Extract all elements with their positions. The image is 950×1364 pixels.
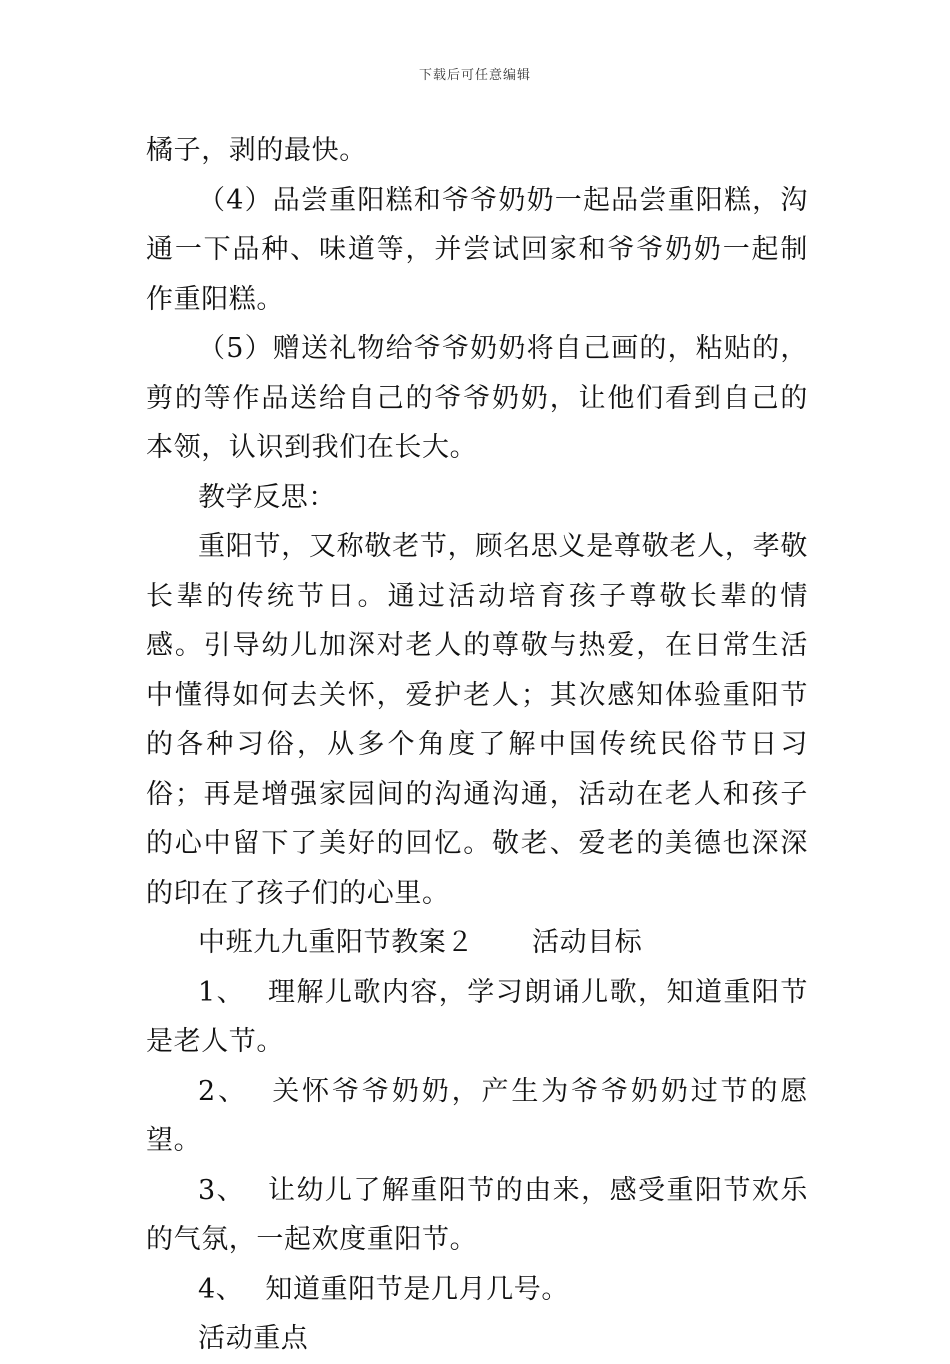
section-heading-reflection: 教学反思： (198, 481, 336, 513)
goal-text: 关怀爷爷奶奶，产生为爷爷奶奶过节的愿望。 (146, 1075, 808, 1156)
goal-number: 4、 (198, 1273, 244, 1305)
goal-item-4 (146, 1265, 808, 1315)
goal-item-2 (146, 1067, 808, 1166)
paragraph-step-5: （5）赠送礼物给爷爷奶奶将自己画的，粘贴的，剪的等作品送给自己的爷爷奶奶，让他们看到自己的本领，认识到我们在长大。 (146, 333, 808, 463)
goal-number: 1、 (198, 976, 246, 1008)
goal-item-3 (146, 1166, 808, 1265)
paragraph-step-4: （4）品尝重阳糕和爷爷奶奶一起品尝重阳糕，沟通一下品种、味道等，并尝试回家和爷爷奶奶一起制作重阳糕。 (146, 184, 808, 315)
paragraph-reflection: 重阳节，又称敬老节，顾名思义是尊敬老人，孝敬长辈的传统节日。通过活动培育孩子尊敬长辈的情感。引导幼儿加深对老人的尊敬与热爱，在日常生活中懂得如何去关怀，爱护老人；其次感知体验重阳节的各种习俗，从多个角度了解中国传统民俗节日习俗；再是增强家园间的沟通沟通，活动在老人和孩子的心中留下了美好的回忆。敬老、爱老的美德也深深的印在了孩子们的心里。 (146, 531, 808, 909)
lesson-title: 中班九九重阳节教案２ (198, 927, 474, 958)
paragraph-orange: 橘子，剥的最快。 (146, 135, 367, 166)
goal-number: 3、 (198, 1174, 246, 1206)
section-heading-key-points: 活动重点 (198, 1323, 309, 1354)
document-body (146, 126, 808, 1364)
page-header: 下载后可任意编辑 (418, 68, 531, 83)
goal-number: 2、 (198, 1075, 248, 1107)
goal-item-1 (146, 968, 808, 1067)
section-heading-goals: 活动目标 (532, 927, 643, 958)
goal-text: 理解儿歌内容，学习朗诵儿歌，知道重阳节是老人节。 (146, 976, 808, 1057)
goal-text: 知道重阳节是几月几号。 (265, 1273, 569, 1305)
lesson-title-line (146, 918, 808, 968)
goal-text: 让幼儿了解重阳节的由来，感受重阳节欢乐的气氛，一起欢度重阳节。 (146, 1174, 808, 1255)
